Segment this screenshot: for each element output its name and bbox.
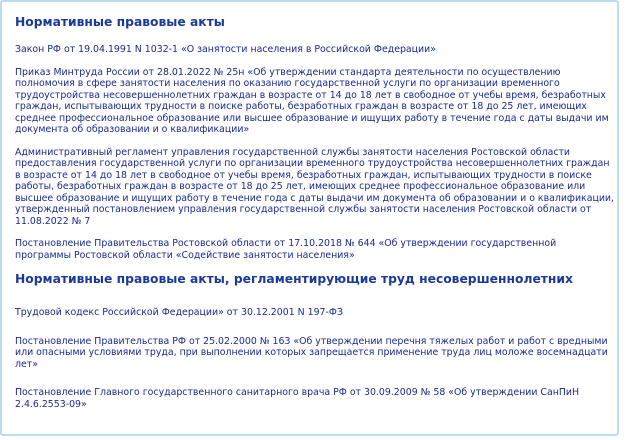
section-title-normative-acts: Нормативные правовые акты bbox=[15, 15, 225, 29]
right-edge bbox=[621, 0, 629, 440]
law-item-labor-code: Трудовой кодекс Российской Федерации» от 30.12.2001 N 197-ФЗ bbox=[15, 307, 343, 318]
law-item-mintrud-order: Приказ Минтруда России от 28.01.2022 № 25н «Об утверждении стандарта деятельности по осуществлению полномочия в сфере занятости населения по оказанию государственной услуги по организации временного трудоустройства несовершеннолетних граждан в возрасте от 14 до 18 лет в свободное от учебы время, безработных граждан, испытывающих трудности в поиске работы, безработных граждан в возрасте от 18 до 25 лет, имеющих среднее профессиональное образование или высшее образование и ищущих работу в течение года с даты выдачи им документа об образовании и о квалификации» bbox=[15, 66, 609, 135]
law-item-sanpin: Постановление Главного государственного санитарного врача РФ от 30.09.2009 № 58 «Об утверждении СанПиН 2.4.6.2553-09» bbox=[15, 387, 580, 410]
law-item-admin-regulation: Административный регламент управления государственной службы занятости населения Ростовской области предоставления государственной услуги по организации временного трудоустройства несовершеннолетних граждан в возрасте от 14 до 18 лет в свободное от учебы время, безработных граждан, испытывающих трудности в поиске работы, безработных граждан в возрасте от 18 до 25 лет, имеющих среднее профессиональное образование или высшее образование и ищущих работу в течение года с даты выдачи им документа об образовании и о квалификации, утвержденный постановлением управления государственной службы занятости населения Ростовской области от 11.08.2022 № 7 bbox=[15, 146, 614, 227]
law-item-hazardous-work: Постановление Правительства РФ от 25.02.2000 № 163 «Об утверждении перечня тяжелых работ и работ с вредными или опасными условиями труда, при выполнении которых запрещается применение труда лиц моложе восемнадцати лет» bbox=[15, 335, 608, 370]
document-content bbox=[15, 14, 615, 410]
law-item-rostov-program: Постановление Правительства Ростовской области от 17.10.2018 № 644 «Об утверждении государственной программы Ростовской области «Содействие занятости населения» bbox=[15, 238, 557, 261]
law-item-employment: Закон РФ от 19.04.1991 N 1032-1 «О занятости населения в Российской Федерации» bbox=[15, 44, 436, 55]
section-title-minor-labor: Нормативные правовые акты, регламентирующие труд несовершеннолетних bbox=[15, 272, 573, 286]
